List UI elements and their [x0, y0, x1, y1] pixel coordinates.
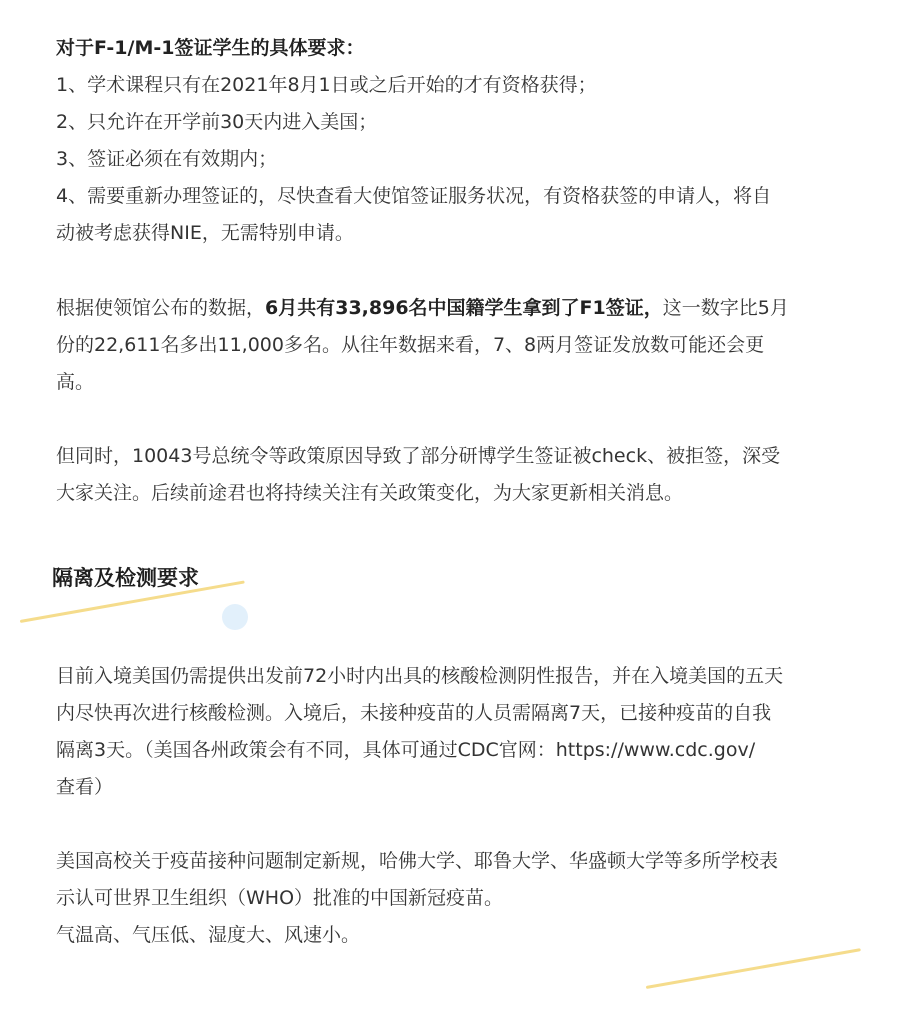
quarantine-paragraph-line-3: 隔离3天。（美国各州政策会有不同，具体可通过CDC官网：https://www.cdc.gov/ [56, 739, 756, 761]
visa-data-highlight: 6月共有33,896名中国籍学生拿到了F1签证， [265, 297, 663, 319]
quarantine-paragraph-line-4: 查看） [56, 776, 114, 798]
quarantine-paragraph-line-1: 目前入境美国仍需提供出发前72小时内出具的核酸检测阴性报告，并在入境美国的五天 [56, 665, 784, 687]
section-heading-quarantine: 隔离及检测要求 [52, 566, 199, 590]
requirement-item-3: 3、签证必须在有效期内； [56, 148, 278, 170]
visa-data-continuation: 这一数字比5月 [662, 297, 789, 319]
section-title-visa-requirements: 对于F-1/M-1签证学生的具体要求： [56, 37, 365, 59]
vaccine-paragraph-line-1: 美国高校关于疫苗接种问题制定新规，哈佛大学、耶鲁大学、华盛顿大学等多所学校表 [56, 850, 779, 872]
policy-paragraph-line-1: 但同时，10043号总统令等政策原因导致了部分研博学生签证被check、被拒签，深受 [56, 445, 781, 467]
bottom-decoration-line [646, 948, 861, 989]
visa-data-paragraph-line-2: 份的22,611名多出11,000多名。从往年数据来看，7、8两月签证发放数可能还会更 [56, 334, 765, 356]
vaccine-paragraph-line-2: 示认可世界卫生组织（WHO）批准的中国新冠疫苗。 [56, 887, 504, 909]
requirement-item-2: 2、只允许在开学前30天内进入美国； [56, 111, 378, 133]
visa-data-intro: 根据使领馆公布的数据， [56, 297, 266, 319]
visa-data-paragraph-line-3: 高。 [56, 371, 95, 393]
decorative-circle [222, 604, 248, 630]
requirement-item-1: 1、学术课程只有在2021年8月1日或之后开始的才有资格获得； [56, 74, 597, 96]
policy-paragraph-line-2: 大家关注。后续前途君也将持续关注有关政策变化，为大家更新相关消息。 [56, 482, 684, 504]
visa-data-paragraph-line-1 [56, 296, 789, 320]
requirement-item-4-continued: 动被考虑获得NIE，无需特别申请。 [56, 222, 354, 244]
weather-line: 气温高、气压低、湿度大、风速小。 [56, 924, 361, 946]
quarantine-paragraph-line-2: 内尽快再次进行核酸检测。入境后，未接种疫苗的人员需隔离7天，已接种疫苗的自我 [56, 702, 772, 724]
requirement-item-4: 4、需要重新办理签证的，尽快查看大使馆签证服务状况，有资格获签的申请人，将自 [56, 185, 772, 207]
